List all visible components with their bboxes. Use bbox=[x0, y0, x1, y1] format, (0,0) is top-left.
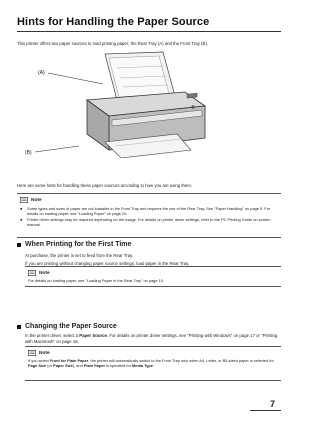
note-box-loading bbox=[25, 266, 281, 287]
bullet-dot: ● bbox=[20, 216, 23, 222]
note-bullets bbox=[20, 206, 276, 227]
note-text bbox=[28, 358, 276, 368]
footer-rule bbox=[250, 410, 281, 411]
page-title: Hints for Handling the Paper Source bbox=[17, 16, 210, 28]
rear-tray-paper-support bbox=[105, 52, 175, 100]
bold-term: Page Size bbox=[28, 363, 47, 369]
bold-term: Front for Plain Paper bbox=[49, 358, 89, 363]
bold-term: Paper Size bbox=[53, 363, 73, 369]
note-text: For details on loading paper, see "Loading Paper in the Rear Tray" on page 10. bbox=[28, 278, 164, 283]
first-time-text-2: If you are printing without changing paper source settings, load paper in the Rear Tray. bbox=[25, 261, 190, 266]
text-run: ), and bbox=[72, 363, 84, 369]
text-run: (or bbox=[46, 363, 54, 369]
note-header bbox=[20, 197, 42, 203]
section-bullet-icon bbox=[17, 243, 21, 247]
note-bullet-text: Printer driver settings may be required depending on the usage. For details on printer driver settings, refer to the PC Printing Guide on-screen manual. bbox=[27, 216, 271, 227]
paper-source-term: Paper Source bbox=[79, 333, 107, 338]
section-heading-paper-source bbox=[17, 323, 117, 330]
note-box-main bbox=[17, 193, 281, 238]
note-label: Note bbox=[39, 350, 50, 356]
paper-source-text bbox=[25, 333, 281, 345]
text-run: , the printer will automatically switch to the Front Tray only when A4, Letter, or B5-sized paper is selected for bbox=[88, 358, 274, 363]
note-bullet-text: Some types and sizes of paper are not loadable in the Front Tray and requires the use of the Rear Tray. See "Paper Handling" on page 5. For details on loading paper, see "Loading Paper" on page 10. bbox=[27, 206, 271, 217]
label-b: (B) bbox=[25, 150, 32, 156]
bold-term: Plain Paper bbox=[83, 363, 106, 369]
label-a: (A) bbox=[38, 70, 45, 76]
note-header bbox=[28, 350, 50, 356]
label-a-leader bbox=[48, 73, 103, 84]
notepad-icon bbox=[20, 197, 28, 203]
text-run: . bbox=[152, 363, 155, 369]
label-b-leader bbox=[35, 146, 79, 152]
note-label: Note bbox=[31, 197, 42, 203]
first-time-text-1: At purchase, the printer is set to feed from the Rear Tray. bbox=[25, 253, 134, 258]
bullet-dot: ● bbox=[20, 206, 23, 211]
section-heading-text: Changing the Paper Source bbox=[25, 323, 117, 330]
note-bullet bbox=[20, 217, 276, 227]
section-heading-first-time bbox=[17, 241, 131, 248]
text-run: . For details on printer driver settings, see "Printing with Windows" on page 17 or "Printing with Macintosh" on page 18. bbox=[25, 333, 278, 344]
section-bullet-icon bbox=[17, 325, 21, 329]
note-bullet bbox=[20, 206, 276, 216]
text-run: If you select bbox=[28, 358, 50, 363]
page-number: 7 bbox=[270, 399, 276, 409]
title-underline bbox=[17, 31, 281, 32]
notepad-icon bbox=[28, 270, 36, 276]
intro-paragraph: This printer offers two paper sources to load printing paper; the Rear Tray (A) and the Front Tray (B). bbox=[17, 41, 208, 46]
note-header bbox=[28, 270, 50, 276]
text-run: is specified for bbox=[105, 363, 133, 369]
bold-term: Media Type bbox=[132, 363, 153, 369]
printer-illustration bbox=[17, 50, 281, 158]
note-box-front-tray bbox=[25, 346, 281, 381]
section-heading-text: When Printing for the First Time bbox=[25, 241, 132, 248]
text-run: In the printer driver, select a bbox=[25, 333, 80, 338]
hints-intro: Here are some hints for handling these paper sources according to how you are using them. bbox=[17, 183, 193, 188]
note-label: Note bbox=[39, 270, 50, 276]
notepad-icon bbox=[28, 350, 36, 356]
